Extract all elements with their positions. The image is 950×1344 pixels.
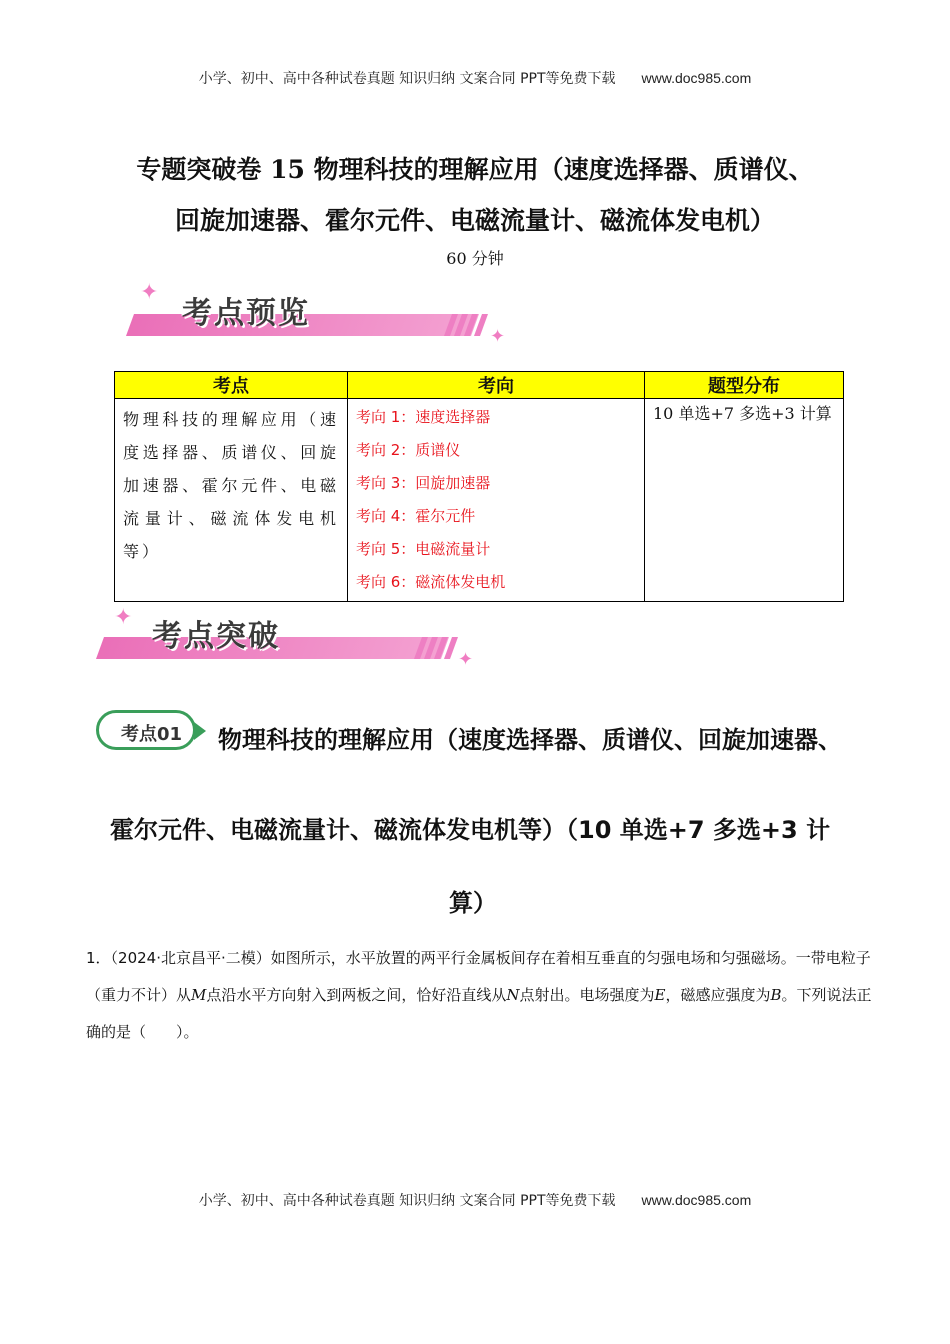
distribution-cell: 10 单选+7 多选+3 计算 [645,399,844,602]
direction-item: 考向 4：霍尔元件 [356,507,476,525]
sparkle-icon: ✦ [458,649,474,670]
direction-item: 考向 1：速度选择器 [356,408,491,426]
var-E: E [654,986,666,1004]
kaodian-badge [96,708,208,754]
var-N: N [506,986,520,1004]
question-source: （2024·北京昌平·二模） [110,949,271,967]
section-title-line3: 算） [449,889,497,917]
question-text: 。下列说法正确的是（ ）。 [86,986,872,1041]
question-number: 1． [86,949,111,967]
banner-preview [100,282,520,362]
banner-title: 考点突破 [152,619,280,654]
footer-text: 小学、初中、高中各种试卷真题 知识归纳 文案合同 PPT等免费下载 [198,1193,616,1209]
directions-cell [348,399,645,602]
sparkle-icon: ✦ [490,326,506,347]
direction-item: 考向 2：质谱仪 [356,441,461,459]
header-kaodian: 考点 [115,372,348,399]
sparkle-icon: ✦ [114,605,133,630]
banner-breakthrough [70,605,490,685]
section-title-line2: 霍尔元件、电磁流量计、磁流体发电机等）（10 单选+7 多选+3 计 [110,816,831,844]
header-text: 小学、初中、高中各种试卷真题 知识归纳 文案合同 PPT等免费下载 [198,71,616,87]
sparkle-icon: ✦ [140,280,159,305]
var-M: M [191,986,207,1004]
footer-site-link[interactable]: www.doc985.com [641,1192,752,1208]
doc-title-line2: 回旋加速器、霍尔元件、电磁流量计、磁流体发电机） [174,206,775,235]
question-text: 如图所示，水平放置的两平行金属板间存在着相互垂直的匀强电场和匀强磁场。一带电粒子（重力不计）从 [86,949,871,1004]
duration: 60 分钟 [446,249,504,268]
overview-table [114,371,844,602]
section-title-line1: 物理科技的理解应用（速度选择器、质谱仪、回旋加速器、 [218,726,842,754]
badge-label: 考点01 [121,724,183,745]
badge-pill [96,710,196,750]
kaodian-cell: 物理科技的理解应用（速度选择器、质谱仪、回旋加速器、霍尔元件、电磁流量计、磁流体发电机等） [115,399,348,602]
var-B: B [770,986,782,1004]
direction-item: 考向 5：电磁流量计 [356,540,491,558]
header-site-link[interactable]: www.doc985.com [641,70,752,86]
direction-item: 考向 6：磁流体发电机 [356,573,506,591]
banner-title: 考点预览 [182,296,310,331]
question-1 [86,940,876,1051]
header-distribution: 题型分布 [645,372,844,399]
question-text: 点射出。电场强度为 [519,986,655,1004]
table-header-row [115,372,844,399]
header-kaoxiang: 考向 [348,372,645,399]
page-header [0,68,950,88]
page-footer [0,1190,950,1210]
direction-item: 考向 3：回旋加速器 [356,474,491,492]
question-text: ，磁感应强度为 [665,986,771,1004]
doc-title-line1: 专题突破卷 15 物理科技的理解应用（速度选择器、质谱仪、 [136,155,814,184]
question-text: 点沿水平方向射入到两板之间，恰好沿直线从 [206,986,507,1004]
table-row [115,399,844,602]
badge-arrow-icon [194,722,206,740]
